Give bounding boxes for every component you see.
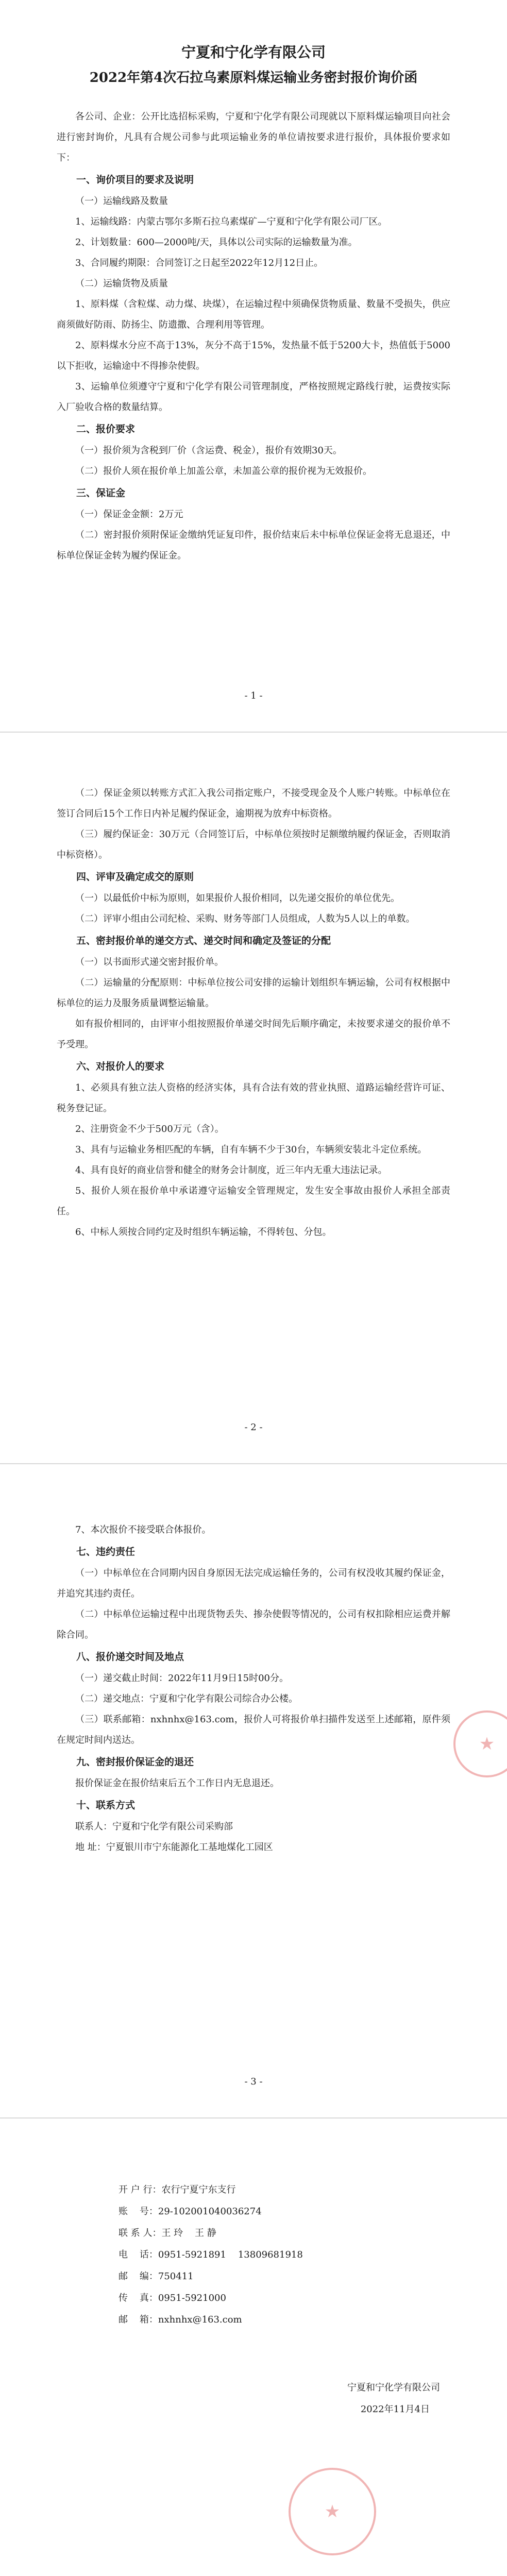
info-label: 联 系 人： (119, 2228, 162, 2239)
paragraph: 3、运输单位须遵守宁夏和宁化学有限公司管理制度，严格按照规定路线行驶，运费按实际入厂验收合格的数量结算。 (57, 381, 450, 413)
paragraph: 1、运输线路：内蒙古鄂尔多斯石拉乌素煤矿—宁夏和宁化学有限公司厂区。 (75, 216, 387, 227)
paragraph: （二）报价人须在报价单上加盖公章，未加盖公章的报价视为无效报价。 (75, 466, 372, 477)
section-heading: 五、密封报价单的递交方式、递交时间和确定及签证的分配 (76, 935, 331, 946)
page-number: - 2 - (244, 1422, 263, 1433)
info-row (119, 2223, 450, 2244)
paragraph: （一）中标单位在合同期内因自身原因无法完成运输任务的，公司有权没收其履约保证金，并追究其违约责任。 (57, 1568, 450, 1599)
paragraph: 6、中标人须按合同约定及时组织车辆运输，不得转包、分包。 (75, 1227, 332, 1238)
info-value: 0951-5921891 13809681918 (158, 2249, 303, 2260)
paragraph: 2、原料煤水分应不高于13%，灰分不高于15%，发热量不低于5200大卡，热值低于5000以下拒收，运输途中不得掺杂使假。 (57, 340, 450, 371)
signature-company: 宁夏和宁化学有限公司 (347, 2382, 440, 2393)
section-heading: 二、报价要求 (76, 423, 136, 435)
paragraph: （一）报价须为含税到厂价（含运费、税金），报价有效期30天。 (75, 445, 342, 456)
section-heading: 八、报价递交时间及地点 (76, 1651, 184, 1663)
page-divider (0, 1463, 507, 1464)
info-row (119, 2287, 450, 2309)
paragraph: 地 址：宁夏银川市宁东能源化工基地煤化工园区 (75, 1842, 273, 1853)
info-label: 传 真： (119, 2293, 158, 2303)
paragraph: （一）以书面形式递交密封报价单。 (75, 957, 224, 968)
page-number: - 3 - (244, 2076, 263, 2087)
info-label: 邮 箱： (119, 2314, 158, 2325)
info-row (119, 2179, 450, 2201)
paragraph: 1、必须具有独立法人资格的经济实体，具有合法有效的营业执照、道路运输经营许可证、税务登记证。 (57, 1082, 450, 1114)
paragraph: （二）保证金须以转账方式汇入我公司指定账户，不接受现金及个人账户转账。中标单位在签订合同后15个工作日内补足履约保证金，逾期视为放弃中标资格。 (57, 788, 450, 819)
subsection-heading: （二）运输货物及质量 (75, 278, 168, 289)
paragraph: 5、报价人须在报价单中承诺遵守运输安全管理规定，发生安全事故由报价人承担全部责任。 (57, 1185, 450, 1217)
section-heading: 七、违约责任 (76, 1546, 136, 1557)
info-value: 王 玲 王 静 (161, 2228, 216, 2239)
company-seal-icon (289, 2468, 376, 2555)
document-page-2 (0, 783, 507, 1417)
info-row (119, 2244, 450, 2266)
section-heading: 四、评审及确定成交的原则 (76, 871, 194, 883)
info-label: 邮 编： (119, 2271, 158, 2282)
document-page-4 (0, 2179, 507, 2576)
paragraph: （三）联系邮箱：nxhnhx@163.com，报价人可将报价单扫描件发送至上述邮箱，原件须在规定时间内送达。 (57, 1714, 450, 1745)
info-value: 750411 (158, 2271, 194, 2282)
paragraph: 1、原料煤（含粒煤、动力煤、块煤），在运输过程中须确保货物质量、数量不受损失，供应商须做好防雨、防扬尘、防遗撒、合理利用等管理。 (57, 299, 450, 330)
paragraph: （二）评审小组由公司纪检、采购、财务等部门人员组成，人数为5人以上的单数。 (75, 913, 415, 924)
signature-date: 2022年11月4日 (360, 2404, 430, 2415)
info-value: 农行宁夏宁东支行 (161, 2184, 236, 2195)
paragraph: （二）递交地点：宁夏和宁化学有限公司综合办公楼。 (75, 1693, 298, 1704)
paragraph: （二）运输量的分配原则：中标单位按公司安排的运输计划组织车辆运输，公司有权根据中标单位的运力及服务质量调整运输量。 (57, 977, 450, 1009)
section-heading: 一、询价项目的要求及说明 (76, 174, 194, 185)
document-title: 2022年第4次石拉乌素原料煤运输业务密封报价询价函 (89, 70, 418, 86)
subsection-heading: （一）运输线路及数量 (75, 196, 168, 207)
section-heading: 十、联系方式 (76, 1800, 136, 1811)
paragraph: （二）密封报价须附保证金缴纳凭证复印件，报价结束后未中标单位保证金将无息退还，中标单位保证金转为履约保证金。 (57, 530, 450, 561)
info-row (119, 2201, 450, 2223)
info-value: 0951-5921000 (158, 2293, 226, 2303)
paragraph: 4、具有良好的商业信誉和健全的财务会计制度，近三年内无重大违法记录。 (75, 1165, 387, 1176)
section-heading: 六、对报价人的要求 (76, 1061, 165, 1072)
intro-paragraph: 各公司、企业：公开比选招标采购，宁夏和宁化学有限公司现就以下原料煤运输项目向社会进行密封询价，凡具有合规公司参与此项运输业务的单位请按要求进行报价，具体报价要求如下： (57, 111, 450, 163)
section-heading: 九、密封报价保证金的退还 (76, 1756, 194, 1768)
info-label: 开 户 行： (119, 2184, 162, 2195)
paragraph: 2、注册资金不少于500万元（含）。 (75, 1124, 224, 1134)
company-title: 宁夏和宁化学有限公司 (181, 44, 326, 61)
document-page-3 (0, 1520, 507, 2066)
info-value: 29-102001040036274 (158, 2206, 262, 2217)
paragraph: （三）履约保证金：30万元（合同签订后，中标单位须按时足额缴纳履约保证金，否则取消中标资格）。 (57, 829, 450, 860)
page-number: - 1 - (244, 690, 263, 701)
document-page-1 (0, 41, 507, 685)
page-divider (0, 732, 507, 733)
paragraph: （一）保证金金额：2万元 (75, 509, 183, 520)
info-label: 电 话： (119, 2249, 158, 2260)
section-heading: 三、保证金 (76, 487, 126, 499)
paragraph: （二）中标单位运输过程中出现货物丢失、掺杂使假等情况的，公司有权扣除相应运费并解除合同。 (57, 1609, 450, 1640)
info-row (119, 2309, 450, 2331)
paragraph: 如有报价相同的，由评审小组按照报价单递交时间先后顺序确定，未按要求递交的报价单不予受理。 (57, 1019, 450, 1050)
paragraph: 2、计划数量：600—2000吨/天，具体以公司实际的运输数量为准。 (75, 237, 358, 248)
paragraph: 联系人：宁夏和宁化学有限公司采购部 (75, 1821, 233, 1832)
paragraph: 报价保证金在报价结束后五个工作日内无息退还。 (75, 1778, 279, 1789)
paragraph: 3、合同履约期限：合同签订之日起至2022年12月12日止。 (75, 258, 324, 268)
paragraph: （一）以最低价中标为原则，如果报价人报价相同，以先递交报价的单位优先。 (75, 893, 400, 904)
paragraph: （一）递交截止时间：2022年11月9日15时00分。 (75, 1673, 289, 1684)
paragraph: 3、具有与运输业务相匹配的车辆，自有车辆不少于30台，车辆须安装北斗定位系统。 (75, 1144, 427, 1155)
info-label: 账 号： (119, 2206, 158, 2217)
page-divider (0, 2117, 507, 2119)
info-row (119, 2266, 450, 2287)
paragraph: 7、本次报价不接受联合体报价。 (75, 1524, 211, 1535)
info-value: nxhnhx@163.com (158, 2314, 242, 2325)
